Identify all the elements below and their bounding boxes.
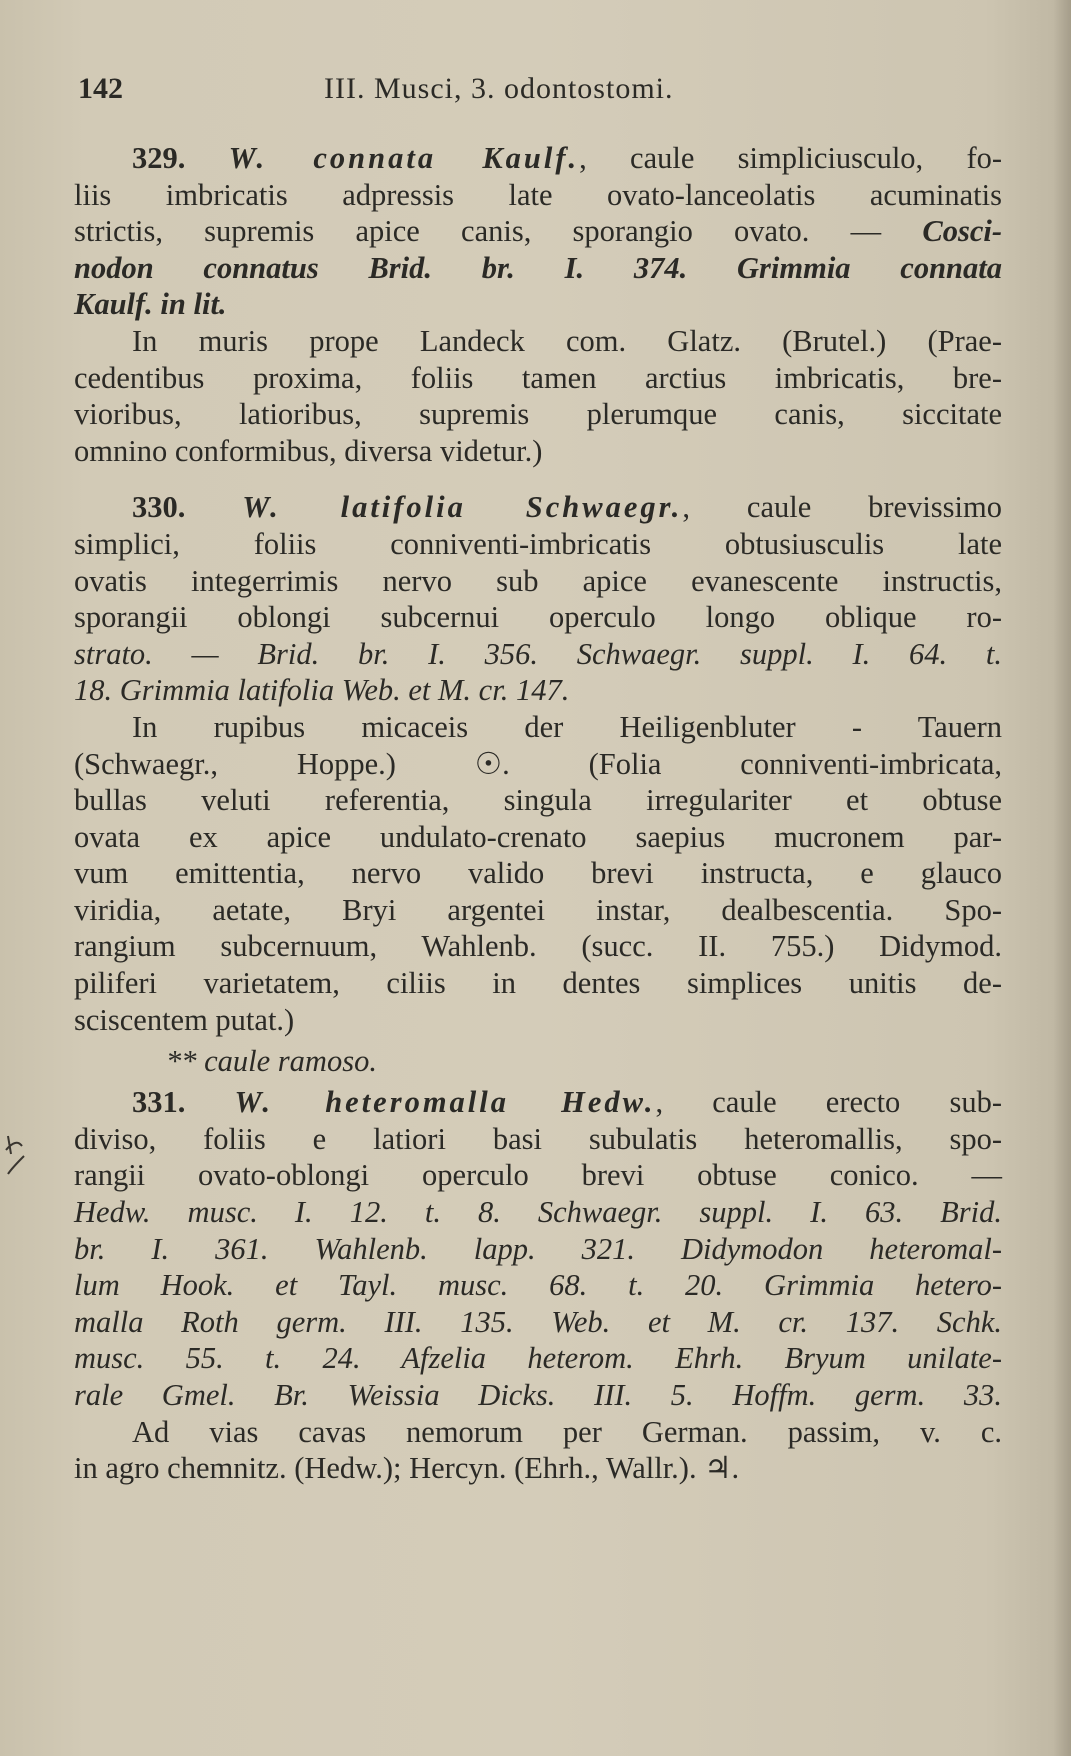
entry-line: 330. W. latifolia Schwaegr., caule brevissimo — [132, 490, 1002, 525]
entry-line: diviso, foliis e latiori basi subulatis heteromallis, spo- — [74, 1121, 1002, 1156]
entry-line: 329. W. connata Kaulf., caule simpliciusculo, fo- — [132, 141, 1003, 175]
section-subheading: ** caule ramoso. — [166, 1044, 377, 1079]
entry-329 — [74, 140, 1002, 323]
entry-line: liis imbricatis adpressis late ovato-lanceolatis acuminatis — [74, 177, 1002, 212]
entry-line: rangii ovato-oblongi operculo brevi obtuse conico. — — [74, 1158, 1002, 1193]
entry-number: 329. — [132, 141, 186, 175]
habitat-line: vioribus, latioribus, supremis plerumque canis, siccitate — [74, 397, 1002, 432]
handwritten-margin-mark — [2, 1128, 32, 1178]
entry-line: Kaulf. in lit. — [74, 287, 227, 322]
entry-line: malla Roth germ. III. 135. Web. et M. cr. 137. Schk. — [74, 1304, 1002, 1339]
page-edge-shadow — [1053, 0, 1071, 1756]
entry-number: 331. — [132, 1085, 186, 1120]
habitat-line: rangium subcernuum, Wahlenb. (succ. II. 755.) Didymod. — [74, 929, 1002, 964]
habitat-line: viridia, aetate, Bryi argentei instar, dealbescentia. Spo- — [74, 892, 1002, 927]
species-name: W. connata Kaulf. — [228, 141, 580, 175]
habitat-line: piliferi varietatem, ciliis in dentes simplices unitis de- — [74, 966, 1002, 1001]
entry-line: simplici, foliis conniventi-imbricatis obtusiusculis late — [74, 526, 1002, 561]
running-title: III. Musci, 3. odontostomi. — [324, 72, 674, 105]
entry-line: musc. 55. t. 24. Afzelia heterom. Ehrh. Bryum unilate- — [74, 1341, 1002, 1376]
entry-331 — [74, 1084, 1002, 1413]
habitat-line: in agro chemnitz. (Hedw.); Hercyn. (Ehrh., Wallr.). ♃. — [74, 1451, 740, 1486]
entry-line: ovatis integerrimis nervo sub apice evanescente instructis, — [74, 563, 1002, 598]
habitat-line: ovata ex apice undulato-crenato saepius mucronem par- — [74, 819, 1002, 854]
habitat-line: In muris prope Landeck com. Glatz. (Brutel.) (Prae- — [132, 323, 1002, 358]
habitat-line: bullas veluti referentia, singula irregulariter et obtuse — [74, 783, 1002, 818]
habitat-331 — [74, 1414, 1002, 1487]
spacer — [74, 469, 1002, 489]
habitat-line: vum emittentia, nervo valido brevi instructa, e glauco — [74, 856, 1002, 891]
entry-number: 330. — [132, 490, 186, 525]
entry-line: 331. W. heteromalla Hedw., caule erecto sub- — [132, 1085, 1002, 1120]
entry-line: 18. Grimmia latifolia Web. et M. cr. 147. — [74, 673, 570, 708]
main-text — [74, 140, 1002, 1487]
entry-330 — [74, 489, 1002, 709]
entry-line: br. I. 361. Wahlenb. lapp. 321. Didymodon heteromal- — [74, 1231, 1002, 1266]
entry-line: Hedw. musc. I. 12. t. 8. Schwaegr. suppl. I. 63. Brid. — [74, 1195, 1002, 1230]
habitat-line: (Schwaegr., Hoppe.) ☉. (Folia conniventi-imbricata, — [74, 746, 1002, 781]
page-header — [78, 72, 1003, 112]
habitat-line: Ad vias cavas nemorum per German. passim, v. c. — [132, 1414, 1002, 1449]
habitat-line: In rupibus micaceis der Heiligenbluter - Tauern — [132, 709, 1002, 744]
page-number: 142 — [78, 72, 123, 105]
entry-line: lum Hook. et Tayl. musc. 68. t. 20. Grimmia hetero- — [74, 1268, 1002, 1303]
habitat-line: sciscentem putat.) — [74, 1002, 295, 1037]
entry-line: strato. — Brid. br. I. 356. Schwaegr. suppl. I. 64. t. — [74, 636, 1002, 671]
habitat-329 — [74, 323, 1002, 469]
entry-line: nodon connatus Brid. br. I. 374. Grimmia connata — [74, 250, 1002, 285]
entry-line: rale Gmel. Br. Weissia Dicks. III. 5. Hoffm. germ. 33. — [74, 1378, 1002, 1412]
habitat-line: omnino conformibus, diversa videtur.) — [74, 433, 543, 468]
entry-line: sporangii oblongi subcernui operculo longo oblique ro- — [74, 600, 1002, 635]
entry-line: strictis, supremis apice canis, sporangio ovato. — Cosci- — [74, 214, 1003, 249]
species-name: W. heteromalla Hedw. — [234, 1085, 656, 1120]
habitat-line: cedentibus proxima, foliis tamen arctius imbricatis, bre- — [74, 360, 1002, 395]
species-name: W. latifolia Schwaegr. — [242, 490, 683, 525]
habitat-330 — [74, 709, 1002, 1038]
